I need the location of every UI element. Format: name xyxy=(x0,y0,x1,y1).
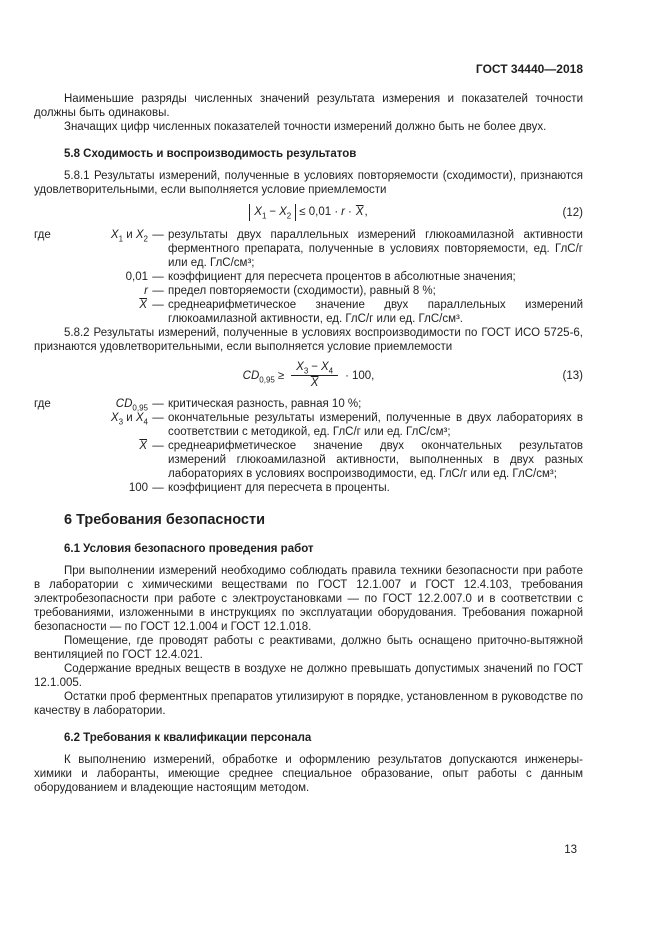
where-dash: — xyxy=(152,299,164,311)
where-definition: среднеарифметическое значение двух окончательных результатов измерений глюкоамилазной активности, выполненных в двух разных лабораториях в условиях воспроизводимости, ед. ГлС/г или ед. ГлС/см³; xyxy=(168,440,583,480)
where-row xyxy=(34,481,583,495)
where-definition: результаты двух параллельных измерений глюкоамилазной активности ферментного препарата, полученные в условиях повторяемости, ед. ГлС/г или ед. ГлС/см³; xyxy=(168,229,583,269)
comma: , xyxy=(371,369,375,382)
subscript: 1 xyxy=(261,211,267,221)
section-heading-6: 6 Требования безопасности xyxy=(64,512,266,528)
where-term: $X_1$ и $X_2$ xyxy=(110,229,148,244)
where-row xyxy=(34,298,583,326)
multiply-dot: · xyxy=(345,369,349,382)
where-lead: где xyxy=(34,398,51,410)
equation-number-12: (12) xyxy=(562,206,583,219)
where-dash: — xyxy=(152,398,164,410)
where-term: $CD_{0,95}$ xyxy=(115,398,148,413)
where-row xyxy=(34,397,583,411)
where-term: $\overline{X}$ xyxy=(139,299,147,311)
heading-5-8: 5.8 Сходимость и воспроизводимость результатов xyxy=(64,148,357,160)
where-list-12 xyxy=(34,228,583,326)
page-content xyxy=(34,92,583,795)
where-definition: среднеарифметическое значение двух параллельных измерений глюкоамилазной активности, ед. ГлС/г или ед. ГлС/см³. xyxy=(168,299,583,325)
paragraph-significant-digits: Значащих цифр численных показателей точности измерений должно быть не более двух. xyxy=(64,121,547,133)
where-row xyxy=(34,270,583,284)
paragraph-qualification: К выполнению измерений, обработке и оформлению результатов допускаются инженеры-химики и лаборанты, имеющие среднее специальное образование, опыт работы с данным оборудованием и владеющие настоящим методом. xyxy=(34,754,583,794)
where-term: r xyxy=(144,285,148,297)
where-definition: коэффициент для пересчета в проценты. xyxy=(168,482,390,494)
where-definition: предел повторяемости (сходимости), равный 8 %; xyxy=(168,285,436,297)
var-xbar: $\overline{X}$ xyxy=(355,206,364,218)
where-row xyxy=(34,284,583,298)
paragraph-safety-rules: При выполнении измерений необходимо соблюдать правила техники безопасности при работе в лаборатории с химическими веществами по ГОСТ 12.1.007 и ГОСТ 12.4.103, требования электробезопасности при работе с электроустановками — по ГОСТ 12.2.007.0 и в соответствии с требованиями, изложенными в инструкциях по эксплуатации оборудования. Требования пожарной безопасности — по ГОСТ 12.1.004 и ГОСТ 12.1.018. xyxy=(34,565,583,633)
formula-12 xyxy=(34,204,583,221)
where-dash: — xyxy=(152,482,164,494)
page-number: 13 xyxy=(564,844,577,856)
comma: , xyxy=(364,206,368,218)
minus-sign: − xyxy=(269,206,277,218)
where-term: $X_3$ и $X_4$ xyxy=(110,412,148,427)
formula-13 xyxy=(34,361,583,390)
where-dash: — xyxy=(152,271,164,283)
where-term: $\overline{X}$ xyxy=(139,440,147,452)
where-list-13 xyxy=(34,397,583,495)
relation: ≤ 0,01 · xyxy=(299,206,339,218)
where-row xyxy=(34,439,583,481)
constant-100: 100 xyxy=(351,369,372,382)
equation-number-13: (13) xyxy=(562,369,583,382)
paragraph-5-8-1: 5.8.1 Результаты измерений, полученные в условиях повторяемости (сходимости), признаются удовлетворительными, если выполняется условие приемлемости xyxy=(34,170,583,196)
where-definition: коэффициент для пересчета процентов в абсолютные значения; xyxy=(168,271,516,283)
subscript: 0,95 xyxy=(259,374,275,384)
where-row xyxy=(34,411,583,439)
var-cd: CD xyxy=(242,369,260,382)
absolute-value-expression xyxy=(249,204,296,221)
formula-13-body xyxy=(243,361,375,390)
geq-sign: ≥ xyxy=(277,369,285,382)
paragraph-sample-disposal: Остатки проб ферментных препаратов утилизируют в порядке, установленном в руководстве по качеству в лаборатории. xyxy=(34,691,583,717)
var-r: r xyxy=(341,206,345,218)
heading-6-2: 6.2 Требования к квалификации персонала xyxy=(64,732,312,744)
paragraph-air-content: Содержание вредных веществ в воздухе не должно превышать допустимых значений по ГОСТ 12.1.005. xyxy=(34,663,583,689)
fraction-numerator: $X_3 - X_4$ xyxy=(291,361,338,376)
where-dash: — xyxy=(152,229,164,241)
doc-code-header: ГОСТ 34440—2018 xyxy=(475,62,583,76)
where-definition: критическая разность, равная 10 %; xyxy=(168,398,362,410)
subscript: 2 xyxy=(286,211,292,221)
where-row xyxy=(34,228,583,270)
fraction-denominator: X xyxy=(310,377,319,389)
var-x2: X xyxy=(279,206,287,218)
where-dash: — xyxy=(152,285,164,297)
var-x1: X xyxy=(254,206,262,218)
where-term: 0,01 xyxy=(125,271,148,283)
paragraph-ventilation: Помещение, где проводят работы с реактивами, должно быть оснащено приточно-вытяжной вентиляцией по ГОСТ 12.4.021. xyxy=(34,635,583,661)
where-term: 100 xyxy=(128,482,148,494)
paragraph-least-digits: Наименьшие разряды численных значений результата измерения и показателей точности должны быть одинаковы. xyxy=(34,93,583,119)
where-dash: — xyxy=(152,412,164,424)
fraction xyxy=(291,361,338,390)
where-definition: окончательные результаты измерений, полученные в двух лабораториях в соответствии с методикой, ед. ГлС/г или ед. ГлС/см³; xyxy=(168,412,583,438)
heading-6-1: 6.1 Условия безопасного проведения работ xyxy=(64,543,314,555)
where-dash: — xyxy=(152,440,164,452)
where-lead: где xyxy=(34,229,51,241)
paragraph-5-8-2: 5.8.2 Результаты измерений, полученные в условиях воспроизводимости по ГОСТ ИСО 5725-6, признаются удовлетворительными, если выполняется условие приемлемости xyxy=(34,327,583,353)
multiply-dot: · xyxy=(348,206,352,218)
